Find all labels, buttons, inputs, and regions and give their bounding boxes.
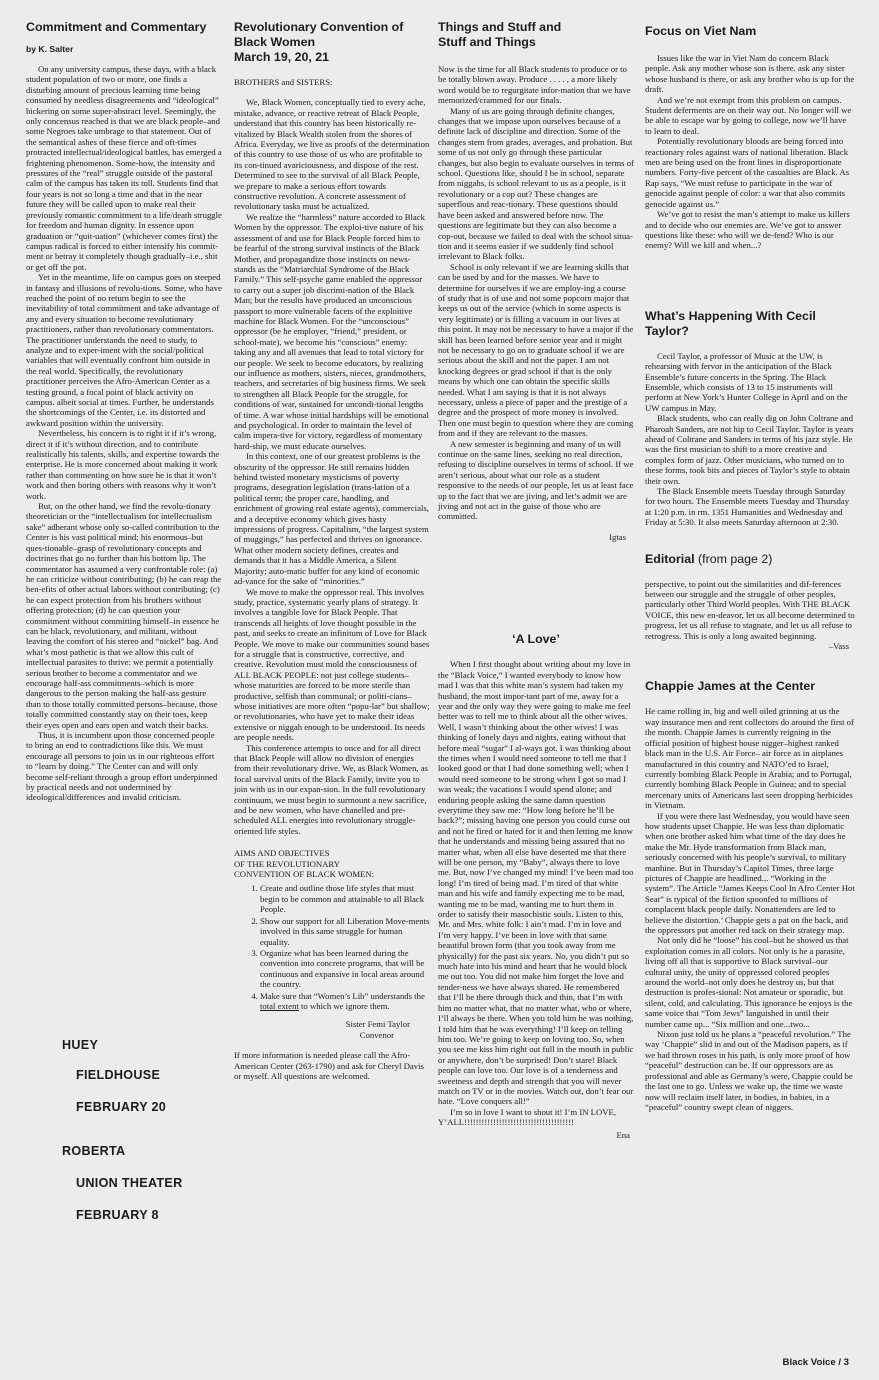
paragraph: He came rolling in, big and well oiled grinning at us the way insurance men and rent collectors do around the first of the month. Chappie James is currently reigning in the official position of highest house nigger–highest ranked black man in the U.S. Air Force– air force as in airplanes manufactured in this country and NATO’ed to Israel, currently bombing Black People in Arabia; and to Portugal, currently bombing Black People in Guinea; and to special mercenary units of Americans last seen dropping herbicides in Vietnam. (645, 706, 854, 811)
article-body-commitment (26, 64, 222, 803)
event-venue-union-theater: UNION THEATER (76, 1176, 183, 1190)
paragraph: Issues like the war in Viet Nam do concern Black people. Ask any mother whose son is there. ask any sister whose husband is there, or ask any brother who is up for the draft. (645, 53, 855, 95)
paragraph: In this context, one of our greatest problems is the obscurity of the oppressor. He still remains hidden behind twisted monetary mysticisms of poverty programs, desegration legislation (trans-lation of a political term; the proper care, handling, and enrichment of growing real estate agents), commercials, and a deceptive economy which gives hasty impressions of progress. Capitalism, “the largest system of muggings,” has perfected and thrives on ignorance. What other modern society defines, creates and demands that it has a Middle America, a Silent Majority; auto-matic buffer for any kind of economic ad-vance for the sake of “minorities.” (234, 451, 429, 587)
paragraph: I’m so in love I want to shout it! I’m IN LOVE, Y’ALL!!!!!!!!!!!!!!!!!!!!!!!!!!!!!!!!!!!!!! (438, 1106, 616, 1128)
paragraph: We’ve got to resist the man’s attempt to make us killers and to decide who our enemies are. We’ve got to answer questions like these: who will we de-fend? Who is our enemy? Will we kill and when...? (645, 209, 850, 251)
column-right (645, 0, 855, 1112)
article-body-editorial (645, 579, 855, 641)
article-body-chappie-james (645, 706, 855, 1112)
paragraph: We, Black Women, conceptually tied to every ache, mistake, advance, or reactive retreat of Black People, understand that this country has been historically re-vitalized by Black Wealth stolen from the shores of Africa. Everyday, we live as proofs of the determination of this country to use those of us who are profitable to its con-tinued avariciousness, and dispose of the rest. Determined to see to the survival of all Black People, we prepare to make a serious effort towards constructive revolution. A concrete assessment of revolutionary tasks must be actualized. (234, 97, 430, 212)
article-body-things (438, 64, 634, 522)
paragraph: Thus, it is incumbent upon those concerned people to bring an end to contradictions like this. We must encourage all persons to join us in our righteous effort to “learn by doing.” The Center can and will only become self-reliant through a group effort underpinned by practical needs and not undermined by ideological/differences and invalid criticism. (26, 730, 218, 803)
aims-title: AIMS AND OBJECTIVES OF THE REVOLUTIONARY CONVENTION OF BLACK WOMEN: (234, 848, 375, 880)
paragraph: We realize the “harmless” nature accorded to Black Women by the oppressor. The exploi-tive nature of his assessment of and use for Black People forced him to be fearful of the strong survival instincts of the Black Mother, and propagandize those instincts on news-stands as the “Matriarchial Syndrome of the Black Family.” This self-psyche game enabled the oppressor to carry out a super job discrimi-nation of the Black Man; but the results have produced an unconscious passport to more vulnerable facets of the exploitive machine for Black Women. For the “unconscious” oppressor (be he employer, “friend,” president, or school-mate), we become his “conscious” enemy: taking any and all avenues that lead to total victory for our people. We seek to become educators, by realizing our influence as mothers, sisters, nieces, grandmothers, teachers, and secretaries of big business firms. We seek to strengthen all Black People for the struggle, for conditions of war, sustained for uncondi-tional lengths of time. A war whose initial hardships will be emotional and psychological. In order to maintain the level of calm impera-tive for victory, regardless of momentary hard-ship, we must educate ourselves. (234, 211, 429, 451)
salutation: BROTHERS and SISTERS: (234, 77, 333, 87)
paragraph: The Black Ensemble meets Tuesday through Saturday for two hours. The Ensemble meets Tuesday and Thursday at 1:20 p.m. in rm. 1351 Humanities and Wednesday and Friday at 5:30. It also meets Saturday afternoon at 2:30. (645, 486, 850, 528)
paragraph: Nevertheless, his concern is to right it if it’s wrong, direct it if it’s without direction, and to contribute realistically his talents, skills, and expertise towards the enterprise. He is more concerned about making it work rather than commenting on how sure he is that it won’t work and then boring others with reasons why it won’t work. (26, 428, 220, 501)
article-title-chappie-james: Chappie James at the Center (645, 679, 816, 694)
article-title-editorial: Editorial (from page 2) (645, 551, 773, 566)
column-things-and-stuff (438, 0, 634, 1140)
article-body-convention (234, 77, 430, 879)
paragraph: School is only relevant if we are learning skills that can be used by and for the masses. We have to determine for ourselves if we are employ-ing a course of study that is of use and not some popcorn major that keeps us out of the service (which in some aspects is very legitimate) or is filling a vacuum in our lives at this point. It may not be necessary to have a major if the skill has been learned before senior year and it might not be necessary to go on to graduate school if we are serious about the skill and not the paper. I am not knocking degrees or grad school if that is the only means by which one can obtain the specific skills needed. What I am saying is that it is not always necessary, unless a piece of paper and the prestige of a degree and the prospect of more money is involved. Then one must begin to question where they are coming from and if they are relevant to the masses. (438, 261, 634, 439)
byline: by K. Salter (26, 44, 74, 54)
aim-item: 3. Organize what has been learned during the convention into concrete programs, that will be continuous and expansive in local areas around the country. (260, 948, 430, 990)
aims-list (234, 883, 430, 1011)
paragraph: A new semester is beginning and many of us will continue on the same lines, seeking no real direction, refusing to discipline ourselves in terms of school. If we aren’t serious, about what our role as a student responsive to the needs of our people, let us at least face up to the fact that we are jiving, and let’s admit we are jiving and not act in the guise of those who are committed. (438, 438, 634, 522)
signature-vass: –Vass (828, 641, 849, 652)
paragraph: Not only did he “loose” his cool–but he showed us that exploitation comes in all colors. Not only is he a parasite, living off all that is supportive to Black survival–our cultural unity, the unity of oppressed colored peoples around the world–not only does he destroy us, but that destruction is profes-sional: Not amateur or sporadic, but silent, cold, and calculating. This ignorance he enjoys is the same voice that “Tom Jews” languished in until their number came up... “Six million and one...two... (645, 935, 853, 1029)
paragraph: perspective, to point out the similarities and dif-ferences between our struggle and the struggle of other peoples, particularly other Third World peoples. With THE BLACK VOICE, this new en-deavor, let us all become determined to progress, let us all refuse to stagnate, and let us all refuse to retrogress. This is only a long awaited beginning. (645, 578, 855, 641)
aim-item: 4. Make sure that “Women’s Lib” understands the total extent to which we ignore them. (260, 991, 430, 1012)
aim-item: 1. Create and outline those life styles that must begin to be common and attainable to all Black People. (260, 883, 430, 914)
event-date-feb-8: FEBRUARY 8 (76, 1208, 159, 1222)
paragraph: If you were there last Wednesday, you would have seen how students upset Chappie. He was less than diplomatic when one brother asked him what time of the day does he make the Mr. Hyde transformation from Black man, seriously concerned with his people’s survival, to military manhine. But in Thursday’s Capitol Times, three large pictures of Chappie are headlined... “Working in the system”. The Article “James Keeps Cool In Afro Center Hot Seat” is typical of the fiction spoonfed to millions of complacent black people daily. Nonattenders are led to believe the distortion.’ Chappie gets a pat on the back, and the oppressors put another red tack on their strategy map. (645, 810, 855, 935)
signer-name: Sister Femi Taylor (345, 1019, 410, 1030)
article-title-viet-nam: Focus on Viet Nam (645, 24, 757, 38)
article-title-cecil-taylor: What’s Happening With Cecil Taylor? (645, 308, 816, 338)
paragraph: This conference attempts to once and for all direct that Black People will allow no division of energies from their revolutionary drive. We, as Black Women, as focal survival units of the Black Family, invite you to join with us in our expan-sion. In the full revolutionary continuum, we must begin to surmount a new sacrifice, and be new women, who have chanelled and pre-scheduled ALL energies into revolutionary struggle-oriented life styles. (234, 742, 428, 836)
signature-ena: Ena (616, 1129, 630, 1140)
event-name-roberta: ROBERTA (62, 1144, 126, 1158)
aim-item: 2. Show our support for all Liberation Move-ments involved in this same struggle for human equality. (260, 916, 430, 947)
paragraph: Cecil Taylor, a professor of Music at the UW, is rehearsing with fervor in the anticipation of the Black Ensemble’s future concerts in the Spring. The Black Ensemble, which consists of 13 to 15 instruments will perform at New York’s Hunter College in April and on the UW campus in May. (645, 350, 848, 413)
event-venue-fieldhouse: FIELDHOUSE (76, 1068, 161, 1082)
article-body-cecil-taylor (645, 351, 855, 528)
paragraph: When I first thought about writing about my love in the “Black Voice,” I wanted everybody to know how mad I was that this white man’s system had taken my husband, the most impor-tant part of me, away for a year and the only way they were going to make me feel better was to tell me to think about all the other wives. Well, I wasn’t thinking about the other wives! I was thinking of lonely days and nights, eating without that before meal “sugar” I al-ways got. I was thinking about the times when I would need someone to tell me that I looked good or that I had done something well; when I would need someone to be strong when I got so mad I was weak; the vacations I would spend alone; and enduring people asking the same damn question everytime they saw me: “How long before he’ll be back?”; missing having one person you could curse out and not be fired or hated for it and then letting me know that he understands and missing being assured that no matter what, when all else have deserted me that there will be one person, my “Baby”, always there to love me. But, now I’ve changed my mind! I’ve been mad too long! I’m tired of being mad. I’m tired of that white man and his wife and family expecting me to be mad, wanting me to be mad, wanting me to hurt them in order to satisfy their masochistic souls. Listen to this, Mr. and Mrs. white folk: I ain’t mad. I’m in love and I’m very happy. I’ve been in love with that same beautiful brown form (that you took away from me physically) for the past six years. No, you didn’t put so much hate into his mind and heart that he would block me out too. You did not make him forget the love and tender-ness we have always shared. He remembered that I’ll be there through thick and thin, that I’m with him no matter what, that no matter what, who or where, I’ll always be there. When you told him he was nothing, I told him that he was everything! I’ll keep on telling him too. We’re going to keep on loving too. So, when you see me kiss him right out full in the mouth in public or anywhere, don’t be surprised! Don’t stare! Black people can love too. Our love is of a tenderness and sweetness and depth and strength that you will never match on TV or in the movies. Watch out, don’t fear our hate. “Love conquers all!” (438, 659, 634, 1107)
closing-note: If more information is needed please call the Afro-American Center (263-1790) and ask for Cheryl Davis or myself. All questions are welcomed. (234, 1050, 424, 1081)
paragraph: On any university campus, these days, with a black student population of two or more, one finds a disturbing amount of precious learning time being consumed by needless disagreements and “ideological” bickering on some super-abstract level. Seemingly, the only concensus reached is that we are black people–and some Negroes take umbrage to that statement. Out of the semantical ashes of these fierce and oft-times protracted intellectual/ideological battles, has emerged a frightening phenomenon. Some-how, the intensity and pressures of the “real” struggle outside of the pastoral calm of the campus has taken its toll. Students find that four years is not so long a time and that in the near future they will be called upon to make real their previously romantic commitment to a life/death struggle for freedom and human dignity. In essence upon graduation or “quit-uation” (whichever comes first) the campus radical is forced to either intensify his commit-ment or betray it completely though gradually–i.e., shit or get off the pot. (26, 64, 222, 272)
paragraph: We move to make the oppressor real. This involves study, practice, systematic yearly plans of strategy. It involves a tangible love for Black People. That transcends all heights of love thought possible in the past, and seeks to create an infinitum of Love for Black People. We move to make our communities sound bases for a struggle that is constructive, corrective, and creative. Revolution must mold the consciousness of ALL BLACK PEOPLE: not just college students–whose maturities are forced to be more sterile than productive, selfish than communal; or politi-cians–whose initiatives are more often “popu-lar” but shallow; or revolutionaries, who have yet to make their ideas extensive or niggah enough to be understood. Its needs are people needs. (234, 586, 430, 743)
paragraph: Many of us are going through definite changes, changes that we impose upon ourselves because of a definite lack of discipline and direction. Some of the changes stem from grades, averages, and probation. But some of us not only go through these particular changes, but also begin to evaluate ourselves in terms of school. Questions like, should I be in school, separate from niggahs, is school relevant to us as a people, is it revolutionary or a cop out? These changes are superflous and reac-tionary. These questions should have been asked and answered before now. The questions are legitimate but they can also become a cop-out, because we failed to deal with the school situa-tion and it seems easier if we suddenly find school irrelevant to Black folks. (438, 105, 634, 262)
paragraph: And we’re not exempt from this problem on campus. Student deferments are on their way out. No longer will we be able to escape war by going to college, now we’ll have to learn to deal. (645, 94, 852, 136)
paragraph: Black students, who can really dig on John Coltrane and Pharoah Sanders, are not hip to Cecil Taylor. Taylor is years ahead of Coltrane and Sanders in terms of his jazz style. He was the first musician to shift to a more creative and complex form of jazz. Other musicians, who turned on to these forms, took bits and pieces of Taylor’s style to obtain their own. (645, 413, 854, 486)
paragraph: But, on the other hand, we find the revolu-tionary theoretician or the “intellectualism for intellectualism sake” adherant whose only so-called contribution to the Center is his vast political mind; his enormous–but ques-tionable–grasp of revolutionary concepts and doctrines that go no further than his bottom lip. The commentator has assumed a very confrontable role: (a) he can criticize without contributing; (b) he can reap the ben-efits of other actual labors without contributing; (c) he can expect protection from his brothers without offering protection; (d) he can question your commitment without committing himself–in essence he can be black, revolutionary, and militant, without leaving the comfort of his stereo and “nickel” bag. And what’s most pathetic is that we allow this cult of intellectual parasites to thrive: we permit a potentially serious brother to become a commentator and we encourage half-ass commitments–which is more dangerous to the person making the half-ass gesture than to those totally committed persons–because, those totally committed constantly stay on their toes, keep their eyes open and ears open and watch their backs. (26, 501, 222, 730)
article-body-a-love (438, 659, 634, 1127)
signature-igtas: Igtas (609, 531, 626, 542)
column-commitment (26, 0, 222, 803)
paragraph: Potentially revolutionary bloods are being forced into reactionary roles against wars of national liberation. Black men are being used on the front lines in disproportionate numbers. Forty-five percent of the casualties are Black. As Rap says, “We must refuse to participate in the war of genocide against people of color: a war that also commits genocide against us.” (645, 136, 850, 209)
event-date-feb-20: FEBRUARY 20 (76, 1100, 167, 1114)
page-footer: Black Voice / 3 (782, 1357, 849, 1368)
signer-title: Convenor (359, 1029, 394, 1040)
event-name-huey: HUEY (62, 1038, 99, 1052)
article-title-things: Things and Stuff and Stuff and Things (438, 20, 562, 49)
article-title-a-love: ‘A Love’ (512, 632, 560, 647)
paragraph: Yet in the meantime, life on campus goes on steeped in fantasy and illusions of revolu-tions. Some, who have reached the point of no return begin to see the inevitability of total commitment and take advantage of any and every situation to become revolutionary practitioners, rather than revolutionary commentators. The practitioner understands the need to study, to analyze and to exper-iment with the social/political variables that will eventually confront him outside in the real world. Specifically, the revolutionary practitioner perceives the Afro-American Center as a testing ground, a focal point of black activity on campus. albeit social at times. Further, he understands the shortcomings of the Center, i.e. its distorted and awkward position within the university. (26, 272, 222, 428)
article-body-viet-nam (645, 53, 855, 251)
paragraph: Nixon just told us he plans a “peaceful revolution.” The way ‘Chappie” slid in and out of the Madison papers, as if we had thrown roses in his path, is only more proof of how “peaceful” destruction can be. If our oppressors are as professional and able as Germany’s were, Chappie could be the last one to go. Unless we wake up, the time we waste now will reclaim itself later, in bodies, in babies, in a “peaceful” country swept clean of niggers. (645, 1029, 853, 1112)
column-convention (234, 0, 430, 1081)
article-title-convention: Revolutionary Convention of Black Women March 19, 20, 21 (234, 20, 404, 64)
article-title-commitment: Commitment and Commentary (26, 20, 207, 34)
paragraph: Now is the time for all Black students to produce or to be totally blown away. Produce . . . . , a more likely word would be to regurgitate infor-mation that we have memorized/crammed for our finals. (438, 64, 631, 106)
